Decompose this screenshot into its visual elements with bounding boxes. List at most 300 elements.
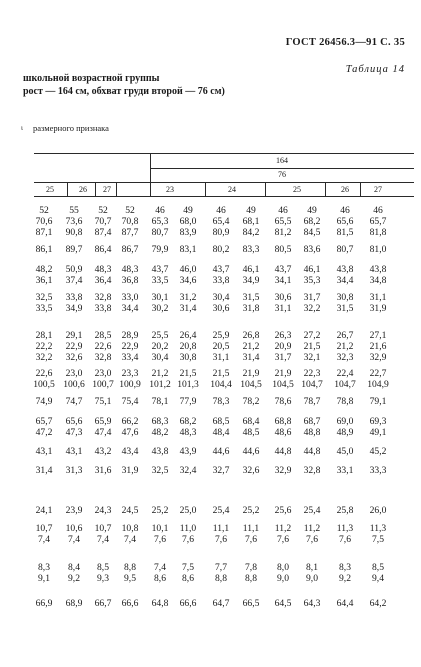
column-header-5: 25 bbox=[293, 185, 301, 194]
table-cell: 44,8 bbox=[303, 446, 321, 457]
table-cell: 49 bbox=[246, 205, 256, 216]
table-cell: 31,3 bbox=[65, 465, 83, 476]
column-header-rule bbox=[34, 196, 414, 197]
table-cell: 68,4 bbox=[242, 416, 260, 427]
table-cell: 83,6 bbox=[303, 244, 321, 255]
table-cell: 10,7 bbox=[35, 523, 53, 534]
table-cell: 32,5 bbox=[35, 292, 53, 303]
table-cell: 22,7 bbox=[369, 368, 387, 379]
table-cell: 64,8 bbox=[151, 598, 169, 609]
table-cell: 48,9 bbox=[336, 427, 354, 438]
table-cell: 44,6 bbox=[212, 446, 230, 457]
table-cell: 33,0 bbox=[121, 292, 139, 303]
table-cell: 65,3 bbox=[151, 216, 169, 227]
column-header-7: 27 bbox=[374, 185, 382, 194]
table-cell: 10,8 bbox=[121, 523, 139, 534]
table-cell: 65,7 bbox=[35, 416, 53, 427]
table-cell: 34,4 bbox=[121, 303, 139, 314]
table-cell: 25,8 bbox=[336, 505, 354, 516]
table-cell: 104,4 bbox=[210, 379, 232, 390]
table-cell: 32,3 bbox=[336, 352, 354, 363]
table-cell: 104,5 bbox=[240, 379, 262, 390]
table-cell: 87,7 bbox=[121, 227, 139, 238]
fragment-mark: ι bbox=[21, 124, 23, 132]
table-cell: 64,3 bbox=[303, 598, 321, 609]
table-cell: 68,7 bbox=[303, 416, 321, 427]
table-cell: 32,6 bbox=[65, 352, 83, 363]
table-cell: 28,5 bbox=[94, 330, 112, 341]
table-cell: 21,6 bbox=[369, 341, 387, 352]
table-cell: 80,2 bbox=[212, 244, 230, 255]
column-header-1: 26 bbox=[79, 185, 87, 194]
table-cell: 7,4 bbox=[38, 534, 50, 545]
table-cell: 47,4 bbox=[94, 427, 112, 438]
table-cell: 20,8 bbox=[179, 341, 197, 352]
table-cell: 31,4 bbox=[242, 352, 260, 363]
table-cell: 34,4 bbox=[336, 275, 354, 286]
table-cell: 32,4 bbox=[179, 465, 197, 476]
table-cell: 7,6 bbox=[182, 534, 194, 545]
table-cell: 31,1 bbox=[369, 292, 387, 303]
table-cell: 46,1 bbox=[242, 264, 260, 275]
header-column-divider-0 bbox=[67, 182, 68, 196]
table-cell: 81,0 bbox=[369, 244, 387, 255]
table-cell: 68,2 bbox=[179, 416, 197, 427]
table-cell: 21,2 bbox=[242, 341, 260, 352]
table-cell: 69,3 bbox=[369, 416, 387, 427]
table-cell: 26,4 bbox=[179, 330, 197, 341]
table-cell: 32,2 bbox=[35, 352, 53, 363]
table-cell: 48,5 bbox=[242, 427, 260, 438]
table-cell: 11,2 bbox=[303, 523, 321, 534]
table-cell: 7,5 bbox=[372, 534, 384, 545]
table-cell: 34,9 bbox=[242, 275, 260, 286]
table-cell: 23,3 bbox=[121, 368, 139, 379]
caption-line-1: школьной возрастной группы bbox=[23, 73, 160, 84]
table-cell: 8,3 bbox=[38, 562, 50, 573]
table-cell: 46 bbox=[278, 205, 288, 216]
table-cell: 25,5 bbox=[151, 330, 169, 341]
table-cell: 75,4 bbox=[121, 396, 139, 407]
table-cell: 25,9 bbox=[212, 330, 230, 341]
table-cell: 86,1 bbox=[35, 244, 53, 255]
table-cell: 104,7 bbox=[334, 379, 356, 390]
table-cell: 33,8 bbox=[65, 292, 83, 303]
table-cell: 22,9 bbox=[65, 341, 83, 352]
table-cell: 49,1 bbox=[369, 427, 387, 438]
table-cell: 7,4 bbox=[68, 534, 80, 545]
table-cell: 74,9 bbox=[35, 396, 53, 407]
table-cell: 64,2 bbox=[369, 598, 387, 609]
table-cell: 43,7 bbox=[274, 264, 292, 275]
table-cell: 35,3 bbox=[303, 275, 321, 286]
table-cell: 70,8 bbox=[121, 216, 139, 227]
table-cell: 81,5 bbox=[336, 227, 354, 238]
table-cell: 7,6 bbox=[277, 534, 289, 545]
table-cell: 43,7 bbox=[212, 264, 230, 275]
table-cell: 28,9 bbox=[121, 330, 139, 341]
table-cell: 8,5 bbox=[97, 562, 109, 573]
table-cell: 33,3 bbox=[369, 465, 387, 476]
table-cell: 27,1 bbox=[369, 330, 387, 341]
table-cell: 44,6 bbox=[242, 446, 260, 457]
table-cell: 21,2 bbox=[336, 341, 354, 352]
table-cell: 11,3 bbox=[369, 523, 387, 534]
fragment-caption: размерного признака bbox=[33, 123, 109, 133]
table-cell: 84,2 bbox=[242, 227, 260, 238]
table-cell: 8,8 bbox=[215, 573, 227, 584]
table-cell: 22,4 bbox=[336, 368, 354, 379]
table-cell: 10,6 bbox=[65, 523, 83, 534]
table-cell: 33,8 bbox=[212, 275, 230, 286]
table-cell: 64,4 bbox=[336, 598, 354, 609]
header-column-divider-4 bbox=[205, 182, 206, 196]
table-cell: 25,4 bbox=[303, 505, 321, 516]
table-cell: 20,5 bbox=[212, 341, 230, 352]
table-cell: 31,4 bbox=[179, 303, 197, 314]
table-cell: 7,6 bbox=[245, 534, 257, 545]
table-cell: 28,1 bbox=[35, 330, 53, 341]
table-cell: 66,9 bbox=[35, 598, 53, 609]
table-cell: 43,8 bbox=[369, 264, 387, 275]
table-cell: 80,9 bbox=[212, 227, 230, 238]
header-column-divider-7 bbox=[360, 182, 361, 196]
table-cell: 30,6 bbox=[212, 303, 230, 314]
table-cell: 33,4 bbox=[121, 352, 139, 363]
header-column-divider-2 bbox=[116, 182, 117, 196]
table-cell: 24,5 bbox=[121, 505, 139, 516]
table-cell: 46 bbox=[373, 205, 383, 216]
table-cell: 70,6 bbox=[35, 216, 53, 227]
table-cell: 66,7 bbox=[94, 598, 112, 609]
table-cell: 86,4 bbox=[94, 244, 112, 255]
table-cell: 52 bbox=[98, 205, 108, 216]
table-cell: 46,0 bbox=[179, 264, 197, 275]
table-cell: 68,0 bbox=[179, 216, 197, 227]
table-cell: 83,1 bbox=[179, 244, 197, 255]
table-cell: 55 bbox=[69, 205, 79, 216]
table-cell: 34,8 bbox=[369, 275, 387, 286]
table-cell: 7,8 bbox=[245, 562, 257, 573]
table-cell: 32,7 bbox=[212, 465, 230, 476]
table-cell: 25,2 bbox=[151, 505, 169, 516]
table-cell: 9,5 bbox=[124, 573, 136, 584]
table-cell: 43,2 bbox=[94, 446, 112, 457]
column-header-2: 27 bbox=[103, 185, 111, 194]
table-cell: 64,5 bbox=[274, 598, 292, 609]
table-cell: 89,7 bbox=[65, 244, 83, 255]
table-cell: 31,6 bbox=[94, 465, 112, 476]
table-cell: 79,1 bbox=[369, 396, 387, 407]
table-cell: 11,0 bbox=[179, 523, 197, 534]
table-cell: 32,8 bbox=[94, 352, 112, 363]
table-cell: 9,0 bbox=[306, 573, 318, 584]
table-cell: 48,3 bbox=[179, 427, 197, 438]
table-cell: 87,4 bbox=[94, 227, 112, 238]
table-cell: 32,8 bbox=[303, 465, 321, 476]
table-cell: 84,5 bbox=[303, 227, 321, 238]
table-cell: 49 bbox=[307, 205, 317, 216]
table-cell: 22,6 bbox=[94, 341, 112, 352]
table-cell: 7,6 bbox=[306, 534, 318, 545]
table-cell: 81,2 bbox=[274, 227, 292, 238]
table-cell: 8,1 bbox=[306, 562, 318, 573]
table-cell: 9,4 bbox=[372, 573, 384, 584]
table-cell: 31,1 bbox=[274, 303, 292, 314]
table-cell: 33,5 bbox=[151, 275, 169, 286]
table-cell: 36,8 bbox=[121, 275, 139, 286]
table-cell: 48,3 bbox=[94, 264, 112, 275]
table-cell: 43,8 bbox=[336, 264, 354, 275]
table-cell: 32,5 bbox=[151, 465, 169, 476]
table-cell: 66,6 bbox=[121, 598, 139, 609]
table-cell: 11,1 bbox=[212, 523, 230, 534]
caption-line-2: рост — 164 см, обхват груди второй — 76 см) bbox=[23, 86, 225, 97]
table-cell: 90,8 bbox=[65, 227, 83, 238]
table-cell: 31,7 bbox=[303, 292, 321, 303]
table-cell: 46 bbox=[155, 205, 165, 216]
table-cell: 8,8 bbox=[245, 573, 257, 584]
table-cell: 66,5 bbox=[242, 598, 260, 609]
table-cell: 21,5 bbox=[179, 368, 197, 379]
table-cell: 7,4 bbox=[97, 534, 109, 545]
table-cell: 34,6 bbox=[179, 275, 197, 286]
table-cell: 20,2 bbox=[151, 341, 169, 352]
table-cell: 45,2 bbox=[369, 446, 387, 457]
table-cell: 44,8 bbox=[274, 446, 292, 457]
table-cell: 7,6 bbox=[154, 534, 166, 545]
table-cell: 79,9 bbox=[151, 244, 169, 255]
table-cell: 68,9 bbox=[65, 598, 83, 609]
table-cell: 9,3 bbox=[97, 573, 109, 584]
table-cell: 86,7 bbox=[121, 244, 139, 255]
table-cell: 8,6 bbox=[182, 573, 194, 584]
table-cell: 77,9 bbox=[179, 396, 197, 407]
table-cell: 33,8 bbox=[94, 303, 112, 314]
table-cell: 30,8 bbox=[336, 292, 354, 303]
table-cell: 26,3 bbox=[274, 330, 292, 341]
table-cell: 100,5 bbox=[33, 379, 55, 390]
table-cell: 36,1 bbox=[35, 275, 53, 286]
table-cell: 7,5 bbox=[182, 562, 194, 573]
table-cell: 68,2 bbox=[303, 216, 321, 227]
table-cell: 31,5 bbox=[242, 292, 260, 303]
table-cell: 22,6 bbox=[35, 368, 53, 379]
table-cell: 7,4 bbox=[154, 562, 166, 573]
table-cell: 78,8 bbox=[336, 396, 354, 407]
table-cell: 24,3 bbox=[94, 505, 112, 516]
table-cell: 104,5 bbox=[272, 379, 294, 390]
table-cell: 104,9 bbox=[367, 379, 389, 390]
table-cell: 46 bbox=[340, 205, 350, 216]
table-cell: 78,1 bbox=[151, 396, 169, 407]
header-column-divider-3 bbox=[150, 182, 151, 196]
table-cell: 101,3 bbox=[177, 379, 199, 390]
column-header-0: 25 bbox=[46, 185, 54, 194]
table-cell: 30,4 bbox=[151, 352, 169, 363]
table-cell: 7,6 bbox=[215, 534, 227, 545]
table-top-rule bbox=[34, 153, 414, 154]
table-cell: 30,4 bbox=[212, 292, 230, 303]
table-cell: 30,2 bbox=[151, 303, 169, 314]
table-cell: 100,7 bbox=[92, 379, 114, 390]
table-cell: 9,1 bbox=[38, 573, 50, 584]
table-cell: 45,0 bbox=[336, 446, 354, 457]
table-cell: 8,5 bbox=[372, 562, 384, 573]
table-cell: 64,7 bbox=[212, 598, 230, 609]
table-cell: 8,8 bbox=[124, 562, 136, 573]
table-cell: 66,6 bbox=[179, 598, 197, 609]
table-cell: 65,7 bbox=[369, 216, 387, 227]
table-cell: 37,4 bbox=[65, 275, 83, 286]
header-column-divider-1 bbox=[95, 182, 96, 196]
table-cell: 21,9 bbox=[242, 368, 260, 379]
table-cell: 10,7 bbox=[94, 523, 112, 534]
table-cell: 68,1 bbox=[242, 216, 260, 227]
table-cell: 25,2 bbox=[242, 505, 260, 516]
table-cell: 31,9 bbox=[369, 303, 387, 314]
table-cell: 30,6 bbox=[274, 292, 292, 303]
table-cell: 80,7 bbox=[151, 227, 169, 238]
column-header-3: 23 bbox=[166, 185, 174, 194]
table-cell: 47,6 bbox=[121, 427, 139, 438]
table-cell: 87,1 bbox=[35, 227, 53, 238]
table-cell: 32,1 bbox=[303, 352, 321, 363]
table-cell: 9,2 bbox=[339, 573, 351, 584]
table-cell: 21,5 bbox=[212, 368, 230, 379]
table-cell: 68,5 bbox=[212, 416, 230, 427]
table-cell: 34,9 bbox=[65, 303, 83, 314]
table-cell: 22,9 bbox=[121, 341, 139, 352]
table-cell: 74,7 bbox=[65, 396, 83, 407]
table-number: Таблица 14 bbox=[345, 64, 405, 75]
table-cell: 21,9 bbox=[274, 368, 292, 379]
table-cell: 11,3 bbox=[336, 523, 354, 534]
table-cell: 83,9 bbox=[179, 227, 197, 238]
table-cell: 33,5 bbox=[35, 303, 53, 314]
table-cell: 43,4 bbox=[121, 446, 139, 457]
table-cell: 25,6 bbox=[274, 505, 292, 516]
table-cell: 10,1 bbox=[151, 523, 169, 534]
table-cell: 81,8 bbox=[369, 227, 387, 238]
table-cell: 48,2 bbox=[35, 264, 53, 275]
table-cell: 27,2 bbox=[303, 330, 321, 341]
table-cell: 11,1 bbox=[242, 523, 260, 534]
height-header-rule bbox=[150, 168, 414, 169]
table-cell: 32,2 bbox=[303, 303, 321, 314]
table-cell: 46,1 bbox=[303, 264, 321, 275]
table-cell: 43,1 bbox=[65, 446, 83, 457]
table-cell: 80,7 bbox=[336, 244, 354, 255]
table-cell: 8,6 bbox=[154, 573, 166, 584]
table-cell: 34,1 bbox=[274, 275, 292, 286]
table-cell: 31,8 bbox=[242, 303, 260, 314]
table-cell: 23,0 bbox=[65, 368, 83, 379]
table-cell: 31,7 bbox=[274, 352, 292, 363]
table-cell: 8,3 bbox=[339, 562, 351, 573]
table-cell: 68,3 bbox=[151, 416, 169, 427]
table-cell: 47,2 bbox=[35, 427, 53, 438]
table-cell: 43,7 bbox=[151, 264, 169, 275]
table-cell: 78,3 bbox=[212, 396, 230, 407]
table-cell: 7,6 bbox=[339, 534, 351, 545]
table-cell: 8,4 bbox=[68, 562, 80, 573]
table-cell: 7,4 bbox=[124, 534, 136, 545]
header-column-divider-5 bbox=[265, 182, 266, 196]
table-cell: 36,4 bbox=[94, 275, 112, 286]
table-cell: 29,1 bbox=[65, 330, 83, 341]
table-cell: 83,3 bbox=[242, 244, 260, 255]
gost-header: ГОСТ 26456.3—91 С. 35 bbox=[285, 37, 405, 48]
table-cell: 46 bbox=[216, 205, 226, 216]
table-cell: 48,4 bbox=[212, 427, 230, 438]
table-cell: 32,6 bbox=[242, 465, 260, 476]
table-cell: 52 bbox=[125, 205, 135, 216]
table-cell: 65,4 bbox=[212, 216, 230, 227]
table-cell: 24,1 bbox=[35, 505, 53, 516]
header-column-divider-6 bbox=[325, 182, 326, 196]
table-cell: 100,9 bbox=[119, 379, 141, 390]
table-cell: 47,3 bbox=[65, 427, 83, 438]
table-cell: 73,6 bbox=[65, 216, 83, 227]
table-cell: 50,9 bbox=[65, 264, 83, 275]
column-header-6: 26 bbox=[341, 185, 349, 194]
table-cell: 26,8 bbox=[242, 330, 260, 341]
table-cell: 7,7 bbox=[215, 562, 227, 573]
table-cell: 100,6 bbox=[63, 379, 85, 390]
table-cell: 31,9 bbox=[121, 465, 139, 476]
table-cell: 78,2 bbox=[242, 396, 260, 407]
table-cell: 9,0 bbox=[277, 573, 289, 584]
table-cell: 30,8 bbox=[179, 352, 197, 363]
table-cell: 9,2 bbox=[68, 573, 80, 584]
table-cell: 48,8 bbox=[303, 427, 321, 438]
table-cell: 22,2 bbox=[35, 341, 53, 352]
table-cell: 65,6 bbox=[65, 416, 83, 427]
table-cell: 22,3 bbox=[303, 368, 321, 379]
table-cell: 31,4 bbox=[35, 465, 53, 476]
table-cell: 69,0 bbox=[336, 416, 354, 427]
table-cell: 21,2 bbox=[151, 368, 169, 379]
table-cell: 26,0 bbox=[369, 505, 387, 516]
height-label: 164 bbox=[276, 156, 288, 165]
chest-label: 76 bbox=[278, 170, 286, 179]
table-cell: 65,6 bbox=[336, 216, 354, 227]
column-header-4: 24 bbox=[228, 185, 236, 194]
table-cell: 25,4 bbox=[212, 505, 230, 516]
table-cell: 31,2 bbox=[179, 292, 197, 303]
table-cell: 8,0 bbox=[277, 562, 289, 573]
table-cell: 68,8 bbox=[274, 416, 292, 427]
table-cell: 33,1 bbox=[336, 465, 354, 476]
table-cell: 32,9 bbox=[369, 352, 387, 363]
table-cell: 70,7 bbox=[94, 216, 112, 227]
table-cell: 11,2 bbox=[274, 523, 292, 534]
table-cell: 78,7 bbox=[303, 396, 321, 407]
table-cell: 32,8 bbox=[94, 292, 112, 303]
table-cell: 48,3 bbox=[121, 264, 139, 275]
table-cell: 65,9 bbox=[94, 416, 112, 427]
table-cell: 31,1 bbox=[212, 352, 230, 363]
table-cell: 49 bbox=[183, 205, 193, 216]
table-cell: 75,1 bbox=[94, 396, 112, 407]
table-cell: 65,5 bbox=[274, 216, 292, 227]
chest-header-rule bbox=[34, 182, 414, 183]
table-cell: 80,5 bbox=[274, 244, 292, 255]
table-cell: 23,0 bbox=[94, 368, 112, 379]
table-cell: 43,1 bbox=[35, 446, 53, 457]
table-cell: 78,6 bbox=[274, 396, 292, 407]
